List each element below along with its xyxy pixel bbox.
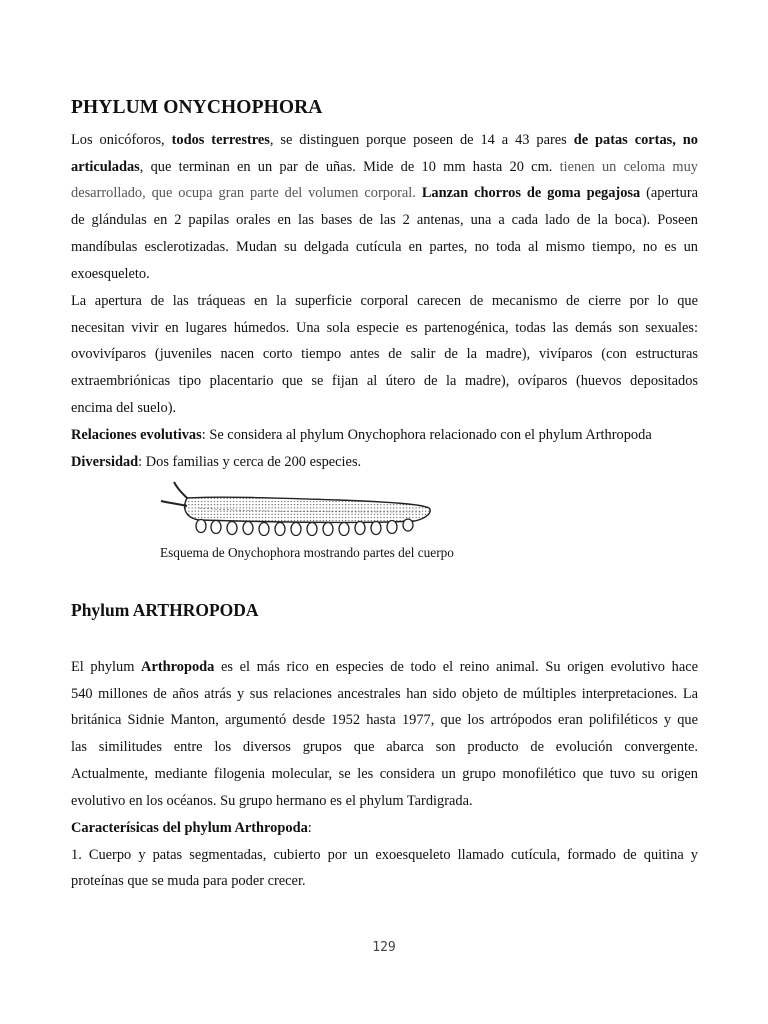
- text-line: desarrollado, que ocupa gran parte del volumen corporal. Lanzan chorros de goma pegajosa (apertura: [71, 185, 699, 202]
- text-line: La apertura de las tráqueas en la superficie corporal carecen de mecanismo de cierre por lo que: [71, 293, 698, 309]
- text-line: evolutivo en los océanos. Su grupo hermano es el phylum Tardigrada.: [71, 792, 473, 809]
- text-line: 540 millones de años atrás y sus relaciones ancestrales han sido objeto de múltiples interpretaciones. La: [71, 685, 698, 702]
- text-line: ovovivíparos (juveniles nacen corto tiempo antes de salir de la madre), vivíparos (con estructuras: [71, 346, 698, 363]
- text-line: Relaciones evolutivas: Se considera al phylum Onychophora relacionado con el phylum Arthropoda: [71, 427, 652, 443]
- text-line: Actualmente, mediante filogenia molecular, se les considera un grupo monofilético que tuvo su origen: [71, 765, 698, 782]
- text-line: Caracterísicas del phylum Arthropoda:: [71, 820, 312, 836]
- paragraph-relaciones-evolutivas: [71, 422, 698, 475]
- text-line: mandíbulas esclerotizadas. Mudan su delgada cutícula en partes, no toda al mismo tiempo, no es un: [71, 238, 698, 255]
- text-line: 1. Cuerpo y patas segmentadas, cubierto por un exoesqueleto llamado cutícula, formado de quitina y: [71, 846, 698, 863]
- text-line: encima del suelo).: [71, 399, 177, 416]
- text-line: exoesqueleto.: [71, 265, 150, 282]
- section-title-onychophora: PHYLUM ONYCHOPHORA: [71, 97, 323, 118]
- paragraph-caracteristicas: [71, 815, 698, 895]
- text-line: El phylum Arthropoda es el más rico en especies de todo el reino animal. Su origen evolutivo hace: [71, 659, 698, 675]
- section-title-arthropoda: Phylum ARTHROPODA: [71, 600, 259, 620]
- text-line: británica Sidnie Manton, argumentó desde 1952 hasta 1977, que los artrópodos eran polifiléticos y que: [71, 712, 698, 729]
- text-line: extraembriónicas tipo placentario que se fijan al útero de la madre), ovíparos (huevos depositados: [71, 373, 698, 390]
- text-line: Diversidad: Dos familias y cerca de 200 especies.: [71, 453, 362, 470]
- figure-caption: Esquema de Onychophora mostrando partes del cuerpo: [160, 545, 454, 560]
- paragraph-arthropoda-description: [71, 654, 698, 814]
- onychophora-drawing: [159, 478, 435, 538]
- onychophora-illustration: [159, 478, 435, 538]
- text-line: de glándulas en 2 papilas orales en las bases de las 2 antenas, una a cada lado de la boca). Poseen: [71, 212, 698, 229]
- paragraph-onychophora-description: [71, 127, 698, 287]
- page-number: 129: [372, 940, 396, 955]
- text-line: las similitudes entre los diversos grupos que abarca son producto de evolución convergente.: [71, 739, 698, 756]
- text-line: proteínas que se muda para poder crecer.: [71, 873, 306, 890]
- paragraph-onychophora-reproduction: [71, 288, 698, 422]
- text-line: Los onicóforos, todos terrestres, se distinguen porque poseen de 14 a 43 pares de patas cortas, no: [71, 132, 698, 148]
- text-line: articuladas, que terminan en un par de uñas. Mide de 10 mm hasta 20 cm. tienen un celoma muy: [71, 158, 698, 175]
- text-line: necesitan vivir en lugares húmedos. Una sola especie es partenogénica, todas las demás son sexuales:: [71, 319, 698, 336]
